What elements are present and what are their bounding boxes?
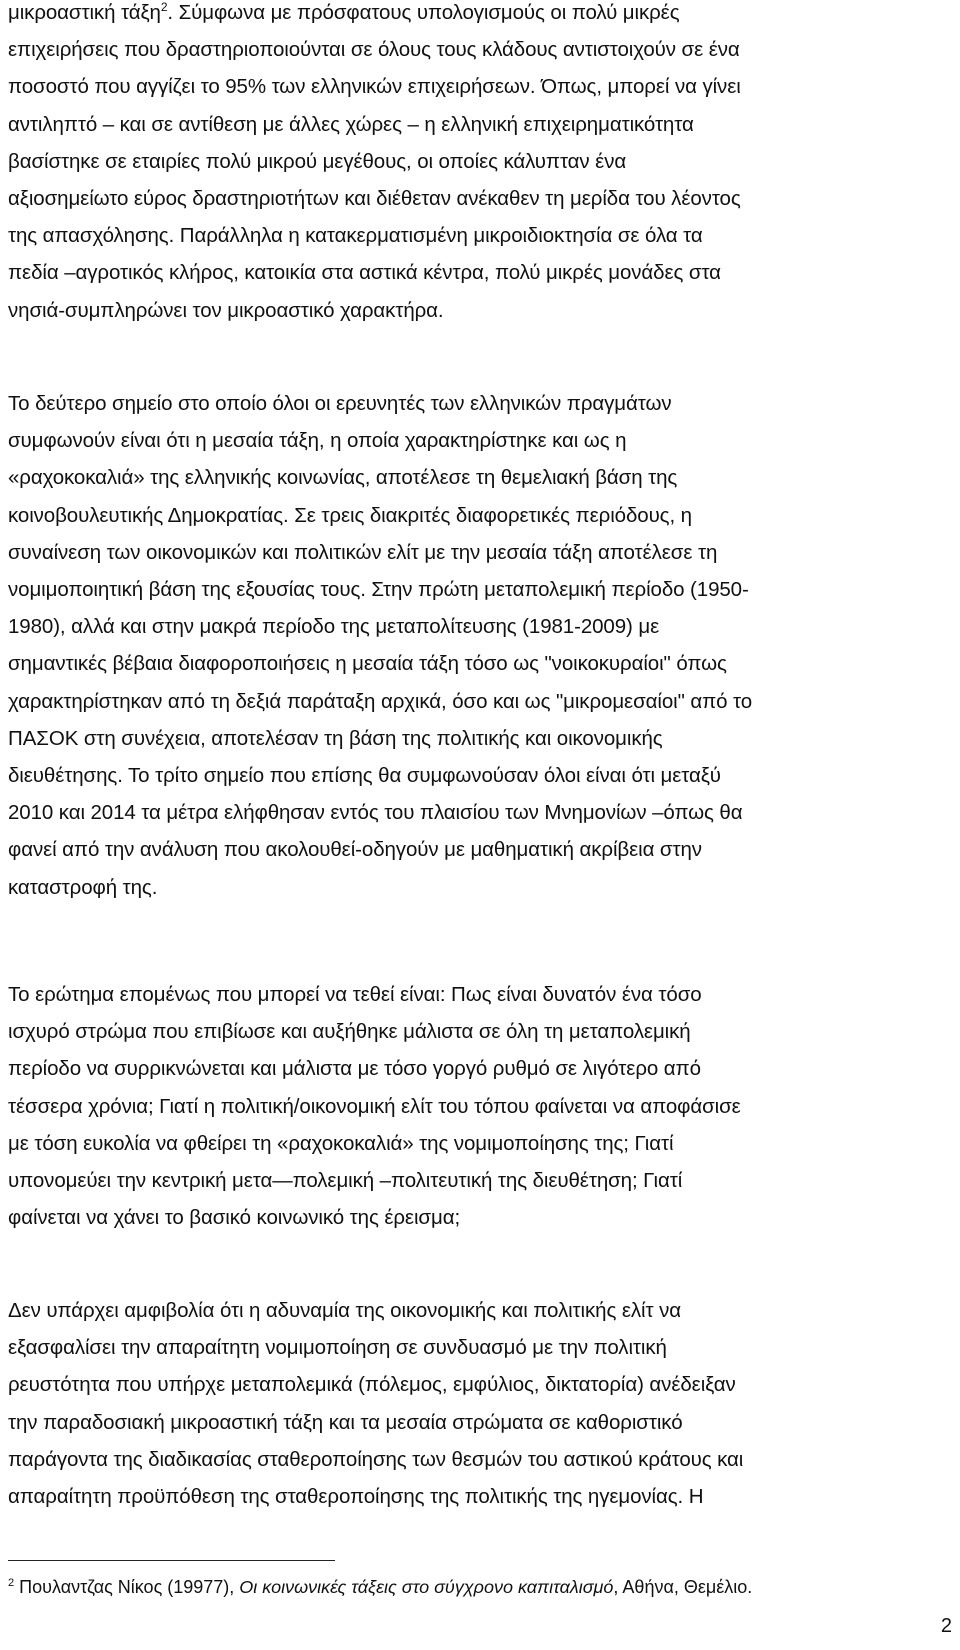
text-line: ποσοστό που αγγίζει το 95% των ελληνικών επιχειρήσεων. Όπως, μπορεί να γίνει (8, 75, 741, 99)
footnote-number: 2 (8, 1577, 15, 1589)
footnote-reference[interactable]: 2 (160, 0, 168, 15)
text-line: νομιμοποιητική βάση της εξουσίας τους. Στην πρώτη μεταπολεμική περίοδο (1950- (8, 578, 749, 602)
text-line: υπονομεύει την κεντρική μετα—πολεμική –πολιτευτική της διευθέτηση; Γιατί (8, 1169, 683, 1193)
text-line: με τόση ευκολία να φθείρει τη «ραχοκοκαλιά» της νομιμοποίησης της; Γιατί (8, 1131, 674, 1155)
text-line: εξασφαλίσει την απαραίτητη νομιμοποίηση σε συνδυασμό με την πολιτική (8, 1336, 667, 1360)
footnote-separator (8, 1560, 335, 1561)
text-line: την παραδοσιακή μικροαστική τάξη και τα μεσαία στρώματα σε καθοριστικό (8, 1410, 683, 1434)
text-line: φανεί από την ανάλυση που ακολουθεί-οδηγούν με μαθηματική ακρίβεια στην (8, 838, 702, 862)
footnote (8, 1575, 948, 1599)
footnote-book-title: Οι κοινωνικές τάξεις στο σύγχρονο καπιταλισμό (239, 1577, 614, 1597)
text-line: αντιληπτό – και σε αντίθεση με άλλες χώρες – η ελληνική επιχειρηματικότητα (8, 112, 694, 136)
text-line: Το ερώτημα επομένως που μπορεί να τεθεί είναι: Πως είναι δυνατόν ένα τόσο (8, 983, 702, 1006)
paragraph-2 (8, 385, 948, 906)
text-line: σημαντικές βέβαια διαφοροποιήσεις η μεσαία τάξη τόσο ως "νοικοκυραίοι" όπως (8, 652, 727, 676)
text-line: συμφωνούν είναι ότι η μεσαία τάξη, η οποία χαρακτηρίστηκε και ως η (8, 429, 627, 453)
footnote-publication: , Αθήνα, Θεμέλιο. (613, 1577, 753, 1597)
text-line: ισχυρό στρώμα που επιβίωσε και αυξήθηκε μάλιστα σε όλη τη μεταπολεμική (8, 1020, 691, 1044)
text-line: χαρακτηρίστηκαν από τη δεξιά παράταξη αρχικά, όσο και ως "μικρομεσαίοι" από το (8, 689, 753, 713)
text-line: επιχειρήσεις που δραστηριοποιούνται σε όλους τους κλάδους αντιστοιχούν σε ένα (8, 38, 740, 62)
text-line: κοινοβουλευτικής Δημοκρατίας. Σε τρεις διακριτές διαφορετικές περιόδους, η (8, 503, 692, 527)
text-line: ρευστότητα που υπήρχε μεταπολεμικά (πόλεμος, εμφύλιος, δικτατορία) ανέδειξαν (8, 1373, 736, 1397)
text-line: της απασχόλησης. Παράλληλα η κατακερματισμένη μικροιδιοκτησία σε όλα τα (8, 224, 703, 248)
text-line: φαίνεται να χάνει το βασικό κοινωνικό της έρεισμα; (8, 1206, 461, 1230)
text-line: αξιοσημείωτο εύρος δραστηριοτήτων και διέθεταν ανέκαθεν τη μερίδα του λέοντος (8, 187, 741, 211)
paragraph-4 (8, 1292, 948, 1515)
text-line: καταστροφή της. (8, 875, 158, 899)
page-number: 2 (940, 1615, 952, 1637)
text-line: συναίνεση των οικονομικών και πολιτικών ελίτ με την μεσαία τάξη αποτέλεσε τη (8, 540, 718, 564)
text-line: παράγοντα της διαδικασίας σταθεροποίησης των θεσμών του αστικού κράτους και (8, 1447, 744, 1471)
text-line: 1980), αλλά και στην μακρά περίοδο της μεταπολίτευσης (1981-2009) με (8, 615, 660, 639)
text-line: Το δεύτερο σημείο στο οποίο όλοι οι ερευνητές των ελληνικών πραγμάτων (8, 392, 672, 415)
text-line: Δεν υπάρχει αμφιβολία ότι η αδυναμία της οικονομικής και πολιτικής ελίτ να (8, 1299, 681, 1322)
text-line: «ραχοκοκαλιά» της ελληνικής κοινωνίας, αποτέλεσε τη θεμελιακή βάση της (8, 466, 678, 490)
text-line: πεδία –αγροτικός κλήρος, κατοικία στα αστικά κέντρα, πολύ μικρές μονάδες στα (8, 261, 721, 285)
paragraph-3 (8, 976, 948, 1236)
text-line: διευθέτησης. Το τρίτο σημείο που επίσης θα συμφωνούσαν όλοι είναι ότι μεταξύ (8, 764, 721, 788)
text-line: περίοδο να συρρικνώνεται και μάλιστα με τόσο γοργό ρυθμό σε λιγότερο από (8, 1057, 701, 1081)
text-line: τέσσερα χρόνια; Γιατί η πολιτική/οικονομική ελίτ του τόπου φαίνεται να αποφάσισε (8, 1094, 741, 1118)
text-line: μικροαστική τάξη$^2$. Σύμφωνα με πρόσφατους υπολογισμούς οι πολύ μικρές (8, 0, 680, 24)
footnote-author: Πουλαντζας Νίκος (19977), (14, 1577, 240, 1597)
text-line: ΠΑΣΟΚ στη συνέχεια, αποτελέσαν τη βάση της πολιτικής και οικονομικής (8, 726, 663, 750)
text-line: βασίστηκε σε εταιρίες πολύ μικρού μεγέθους, οι οποίες κάλυπταν ένα (8, 149, 627, 173)
text-line: απαραίτητη προϋπόθεση της σταθεροποίησης της πολιτικής της ηγεμονίας. Η (8, 1485, 704, 1509)
text-line: 2010 και 2014 τα μέτρα ελήφθησαν εντός του πλαισίου των Μνημονίων –όπως θα (8, 801, 743, 825)
paragraph-1 (8, 0, 948, 329)
text-line: νησιά-συμπληρώνει τον μικροαστικό χαρακτήρα. (8, 298, 444, 322)
